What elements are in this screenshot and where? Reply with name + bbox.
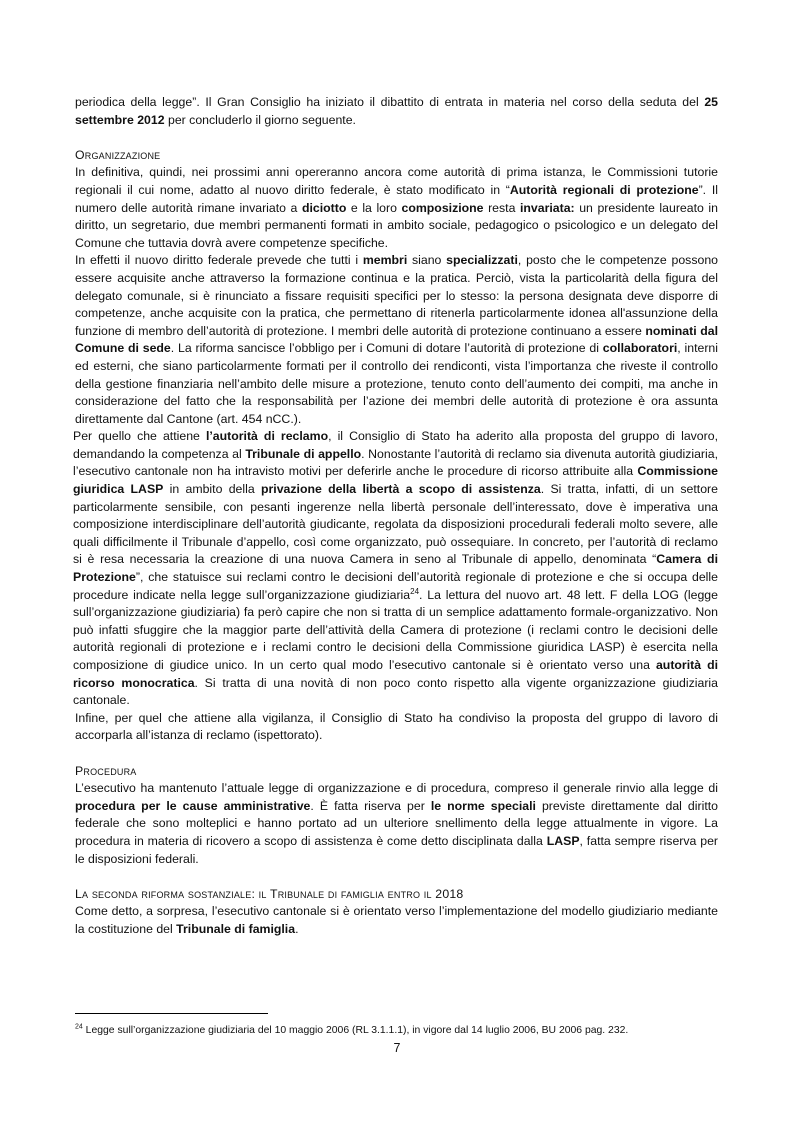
heading-organizzazione: Organizzazione: [75, 147, 161, 162]
document-body: [75, 94, 718, 939]
heading-procedura: Procedura: [75, 763, 137, 778]
page-number: 7: [393, 1041, 401, 1055]
intro-paragraph: periodica della legge”. Il Gran Consiglio ha iniziato il dibattito di entrata in materia nel corso della seduta del 25 settembre 2012 per concluderlo il giorno seguente.: [75, 95, 718, 127]
procedura-paragraph-1: L’esecutivo ha mantenuto l’attuale legge di organizzazione e di procedura, compreso il generale rinvio alla legge di procedura per le cause amministrative. È fatta riserva per le norme speciali previste direttamente dal diritto federale che sono molteplici e hanno portato ad un ulteriore snellimento della legge attualmente in vigore. La procedura in materia di ricovero a scopo di assistenza è come detto disciplinata dalla LASP, fatta sempre riserva per le disposizioni federali.: [75, 781, 719, 866]
footnote-separator: [75, 1013, 268, 1014]
organizzazione-paragraph-1: In definitiva, quindi, nei prossimi anni opereranno ancora come autorità di prima istanza, le Commissioni tutorie regionali il cui nome, adatto al nuovo diritto federale, è stato modificato in “Autorità regionali di protezione”. Il numero delle autorità rimane invariato a diciotto e la loro composizione resta invariata: un presidente laureato in diritto, un segretario, due membri permanenti formati in ambito sociale, pedagogico o psicologico e un delegato del Comune che tuttavia dovrà avere competenze specifiche.: [75, 165, 718, 250]
footnote-ref-24[interactable]: 24: [410, 586, 420, 596]
riforma-paragraph-1: Come detto, a sorpresa, l’esecutivo cantonale si è orientato verso l’implementazione del modello giudiziario mediante la costituzione del Tribunale di famiglia.: [75, 904, 718, 936]
footnote-24: $^{24}$ Legge sull’organizzazione giudiziaria del 10 maggio 2006 (RL 3.1.1.1), in vigore dal 14 luglio 2006, BU 2006 pag. 232.: [75, 1023, 629, 1036]
heading-riforma: La seconda riforma sostanziale: il Tribunale di famiglia entro il 2018: [75, 886, 464, 901]
organizzazione-paragraph-2: In effetti il nuovo diritto federale prevede che tutti i membri siano specializzati, posto che le competenze possono essere acquisite anche attraverso la formazione continua e la pratica. Perciò, vista la particolarità della figura del delegato comunale, si è rinunciato a fissare requisiti specifici per lo stesso: la persona designata deve disporre di competenze, anche acquisite con la pratica, che permettano di ritenerla particolarmente idonea all'assunzione della funzione di membro dell’autorità di protezione. I membri delle autorità di protezione continuano a essere nominati dal Comune di sede. La riforma sancisce l’obbligo per i Comuni di dotare l’autorità di protezione di collaboratori, interni ed esterni, che siano particolarmente formati per il controllo dei rendiconti, vista l’importanza che riveste il controllo della gestione finanziaria nell’ambito delle misure a protezione, tenuto conto dell’aumento dei compiti, ma anche in considerazione del fatto che la responsabilità per l’azione dei membri delle autorità di protezione è ora assunta direttamente dal Cantone (art. 454 nCC.).: [75, 253, 718, 426]
organizzazione-paragraph-4: Infine, per quel che attiene alla vigilanza, il Consiglio di Stato ha condiviso la proposta del gruppo di lavoro di accorparla all’istanza di reclamo (ispettorato).: [75, 710, 718, 743]
organizzazione-paragraph-3: Per quello che attiene l’autorità di reclamo, il Consiglio di Stato ha aderito alla proposta del gruppo di lavoro, demandando la competenza al Tribunale di appello. Nonostante l’autorità di reclamo sia divenuta autorità giudiziaria, l’esecutivo cantonale non ha intravisto motivi per deferirle anche le procedure di ricorso attribuite alla Commissione giuridica LASP in ambito della privazione della libertà a scopo di assistenza. Si tratta, infatti, di un settore particolarmente sensibile, con pesanti ingerenze nella libertà personale dell’interessato, dove è imperativa una composizione interdisciplinare dell’autorità giudicante, regolata da disposizioni procedurali federali molto severe, alle quali difficilmente il Tribunale d’appello, così come organizzato, può ossequiare. In concreto, per l’autorità di reclamo si è resa necessaria la creazione di una nuova Camera in seno al Tribunale di appello, denominata “Camera di Protezione”, che statuisce sui reclami contro le decisioni dell’autorità regionale di protezione e che si occupa delle procedure indicate nella legge sull’organizzazione giudiziaria$^{24}$. La lettura del nuovo art. 48 lett. F della LOG (legge sull’organizzazione giudiziaria) fa però capire che non si tratta di un semplice adattamento formale-organizzativo. Non può infatti sfuggire che la maggior parte dell’attività della Camera di protezione (i reclami contro le decisioni delle autorità regionali di protezione e i reclami contro le decisioni della Commissione giuridica LASP) è esercita nella composizione di giudice unico. In un certo qual modo l’esecutivo cantonale si è orientato verso una autorità di ricorso monocratica. Si tratta di una novità di non poco conto rispetto alla vigente organizzazione giudiziaria cantonale.: [73, 429, 719, 708]
